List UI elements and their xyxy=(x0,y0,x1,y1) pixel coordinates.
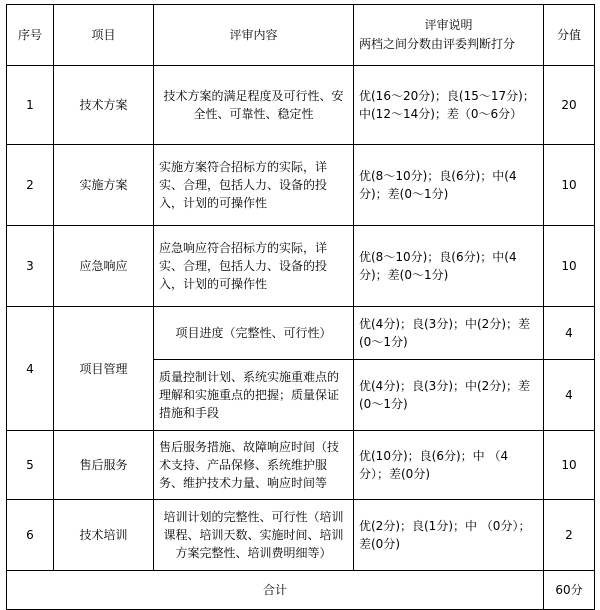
header-content: 评审内容 xyxy=(154,5,354,66)
row-explanation: 优(2分)；良(1分)；中 （0分）；差(0分) xyxy=(354,500,544,571)
row-item: 技术培训 xyxy=(54,500,154,571)
row-score: 4 xyxy=(544,307,595,360)
row-score: 10 xyxy=(544,226,595,307)
row-no: 5 xyxy=(7,431,54,500)
evaluation-criteria-table xyxy=(6,4,595,610)
table-row xyxy=(7,307,595,360)
row-explanation: 优(4分)；良(3分)；中(2分)；差(0～1分) xyxy=(354,307,544,360)
table-header-row xyxy=(7,5,595,66)
row-item: 实施方案 xyxy=(54,145,154,226)
header-item: 项目 xyxy=(54,5,154,66)
row-explanation: 优(16～20分)；良(15～17分)；中(12～14分)；差（0～6分） xyxy=(354,66,544,145)
row-no: 1 xyxy=(7,66,54,145)
row-content: 技术方案的满足程度及可行性、安全性、可靠性、稳定性 xyxy=(154,66,354,145)
row-content: 质量控制计划、系统实施重难点的理解和实施重点的把握；质量保证措施和手段 xyxy=(154,360,354,431)
row-explanation: 优(8～10分)；良(6分)；中(4分)；差(0～1分) xyxy=(354,226,544,307)
total-score: 60分 xyxy=(544,571,595,610)
row-item: 项目管理 xyxy=(54,307,154,431)
row-explanation: 优(4分)；良(3分)；中(2分)；差(0～1分) xyxy=(354,360,544,431)
row-no: 3 xyxy=(7,226,54,307)
total-label: 合计 xyxy=(7,571,544,610)
row-explanation: 优(10分)；良(6分)；中 （4分）；差(0分) xyxy=(354,431,544,500)
table-row xyxy=(7,145,595,226)
row-no: 2 xyxy=(7,145,54,226)
header-explanation-subtitle: 两档之间分数由评委判断打分 xyxy=(359,36,516,51)
row-score: 10 xyxy=(544,145,595,226)
row-no: 6 xyxy=(7,500,54,571)
row-content: 实施方案符合招标方的实际，详实、合理，包括人力、设备的投入，计划的可操作性 xyxy=(154,145,354,226)
row-no: 4 xyxy=(7,307,54,431)
row-item: 应急响应 xyxy=(54,226,154,307)
row-content: 售后服务措施、故障响应时间（技术支持、产品保修、系统维护服务、维护技术力量、响应时间等 xyxy=(154,431,354,500)
header-score: 分值 xyxy=(544,5,595,66)
table-row xyxy=(7,226,595,307)
table-total-row xyxy=(7,571,595,610)
header-explanation xyxy=(354,5,544,66)
row-item: 售后服务 xyxy=(54,431,154,500)
row-score: 4 xyxy=(544,360,595,431)
row-content: 项目进度（完整性、可行性） xyxy=(154,307,354,360)
row-content: 培训计划的完整性、可行性（培训课程、培训天数、实施时间、培训方案完整性、培训费明细等） xyxy=(154,500,354,571)
row-item: 技术方案 xyxy=(54,66,154,145)
row-content: 应急响应符合招标方的实际，详实、合理，包括人力、设备的投入，计划的可操作性 xyxy=(154,226,354,307)
row-score: 10 xyxy=(544,431,595,500)
row-score: 20 xyxy=(544,66,595,145)
header-explanation-title: 评审说明 xyxy=(424,18,473,33)
row-score: 2 xyxy=(544,500,595,571)
table-row xyxy=(7,431,595,500)
row-explanation: 优(8～10分)；良(6分)；中(4分)；差(0～1分) xyxy=(354,145,544,226)
table-row xyxy=(7,66,595,145)
header-no: 序号 xyxy=(7,5,54,66)
table-row xyxy=(7,500,595,571)
